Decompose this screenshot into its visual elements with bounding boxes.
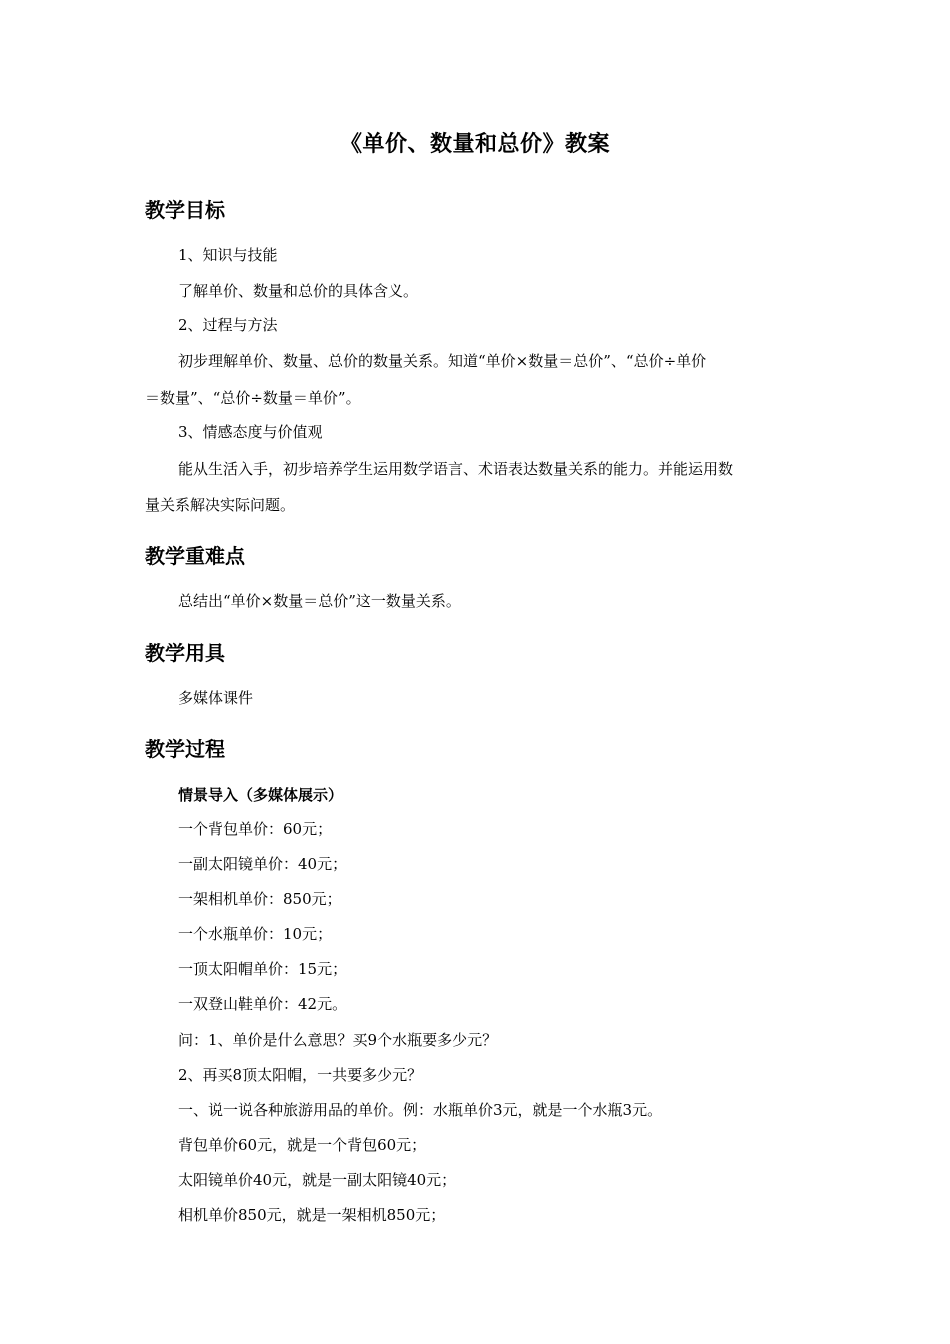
objective-3-text-line1: 能从生活入手，初步培养学生运用数学语言、术语表达数量关系的能力。并能运用数	[178, 460, 734, 478]
objective-2-label: 2、过程与方法	[178, 316, 278, 334]
process-line: 一、说一说各种旅游用品的单价。例：水瓶单价3元，就是一个水瓶3元。	[178, 1101, 663, 1119]
process-intro-label: 情景导入（多媒体展示）	[178, 786, 344, 804]
key-points-text: 总结出“单价×数量＝总价”这一数量关系。	[178, 592, 461, 610]
section-heading-tools: 教学用具	[145, 641, 225, 665]
objective-2-text-line1: 初步理解单价、数量、总价的数量关系。知道“单价×数量＝总价”、“总价÷单价	[178, 352, 707, 370]
objective-3-label: 3、情感态度与价值观	[178, 423, 323, 441]
process-line: 一副太阳镜单价：40元；	[178, 855, 348, 873]
process-line: 问：1、单价是什么意思？买9个水瓶要多少元？	[178, 1031, 498, 1049]
tools-text: 多媒体课件	[178, 689, 254, 707]
process-line: 太阳镜单价40元，就是一副太阳镜40元；	[178, 1171, 457, 1189]
page-title: 《单价、数量和总价》教案	[339, 131, 610, 157]
objective-1-text: 了解单价、数量和总价的具体含义。	[178, 282, 419, 300]
objective-1-label: 1、知识与技能	[178, 246, 278, 264]
section-heading-objectives: 教学目标	[145, 198, 225, 222]
process-line: 相机单价850元，就是一架相机850元；	[178, 1206, 446, 1224]
section-heading-key-points: 教学重难点	[145, 544, 245, 568]
process-line: 一顶太阳帽单价：15元；	[178, 960, 348, 978]
objective-2-text-line2: ＝数量”、“总价÷数量＝单价”。	[145, 389, 361, 407]
process-line: 背包单价60元，就是一个背包60元；	[178, 1136, 427, 1154]
section-heading-process: 教学过程	[145, 737, 225, 761]
process-line: 一架相机单价：850元；	[178, 890, 342, 908]
process-line: 2、再买8顶太阳帽，一共要多少元？	[178, 1066, 423, 1084]
process-line: 一个背包单价：60元；	[178, 820, 333, 838]
process-line: 一双登山鞋单价：42元。	[178, 995, 348, 1013]
objective-3-text-line2: 量关系解决实际问题。	[145, 496, 296, 514]
process-line: 一个水瓶单价：10元；	[178, 925, 333, 943]
